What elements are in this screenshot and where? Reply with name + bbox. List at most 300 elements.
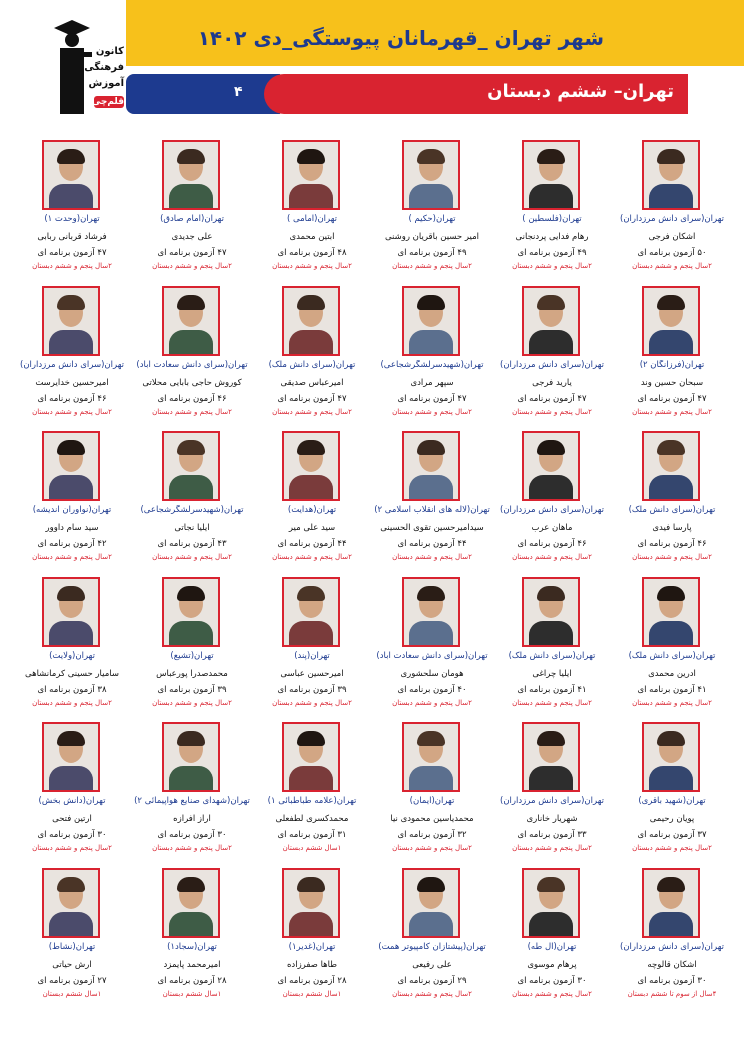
kanoon-logo — [52, 18, 124, 118]
student-photo-hair — [657, 586, 685, 601]
student-name: امیر حسین باقریان روشنی — [384, 232, 480, 242]
student-photo-body — [409, 330, 453, 356]
student-card — [492, 710, 612, 855]
student-years: ۲سال پنجم و ششم دبستان — [632, 553, 712, 561]
student-photo-hair — [417, 149, 445, 164]
student-card — [492, 419, 612, 564]
student-years: ۲سال پنجم و ششم دبستان — [272, 553, 352, 561]
student-photo-body — [289, 766, 333, 792]
student-photo-hair — [177, 149, 205, 164]
student-photo-hair — [297, 295, 325, 310]
student-years: ۱سال ششم دبستان — [282, 989, 342, 998]
student-exam-count: ۴۷ آزمون برنامه ای — [37, 248, 107, 258]
student-photo-body — [649, 766, 693, 792]
student-exam-count: ۴۷ آزمون برنامه ای — [517, 393, 587, 404]
student-card — [372, 128, 492, 273]
student-years: ۲سال پنجم و ششم دبستان — [392, 553, 472, 561]
student-school: تهران(شهید باقری) — [638, 796, 706, 806]
student-exam-count: ۴۹ آزمون برنامه ای — [517, 248, 587, 258]
student-exam-count: ۳۹ آزمون برنامه ای — [277, 684, 347, 695]
student-school: تهران(شهدای صنایع هواپیمائی ۲) — [134, 796, 250, 806]
student-card — [252, 419, 372, 564]
student-school: تهران(سرای دانش مرزداران) — [620, 214, 724, 224]
student-card — [612, 565, 732, 710]
student-school: تهران(سرای دانش ملک) — [628, 505, 716, 515]
student-years: ۲سال پنجم و ششم دبستان — [512, 698, 592, 707]
student-name: محمدیاسین محمودی نیا — [390, 814, 474, 824]
student-card — [12, 710, 132, 855]
student-exam-count: ۴۶ آزمون برنامه ای — [517, 539, 587, 549]
student-exam-count: ۳۸ آزمون برنامه ای — [37, 684, 107, 695]
student-years: ۲سال پنجم و ششم دبستان — [392, 698, 472, 707]
student-school: تهران(امامی ) — [286, 214, 338, 224]
student-exam-count: ۴۴ آزمون برنامه ای — [397, 539, 467, 549]
student-photo-hair — [177, 440, 205, 455]
student-name: ماهان عرب — [531, 523, 573, 533]
student-photo — [162, 868, 220, 938]
student-school: تهران(فرزانگان ۲) — [639, 359, 705, 370]
student-card — [372, 419, 492, 564]
student-card — [132, 419, 252, 564]
student-exam-count: ۳۹ آزمون برنامه ای — [157, 684, 227, 695]
student-photo-body — [529, 330, 573, 356]
student-photo-body — [649, 184, 693, 210]
student-school: تهران(پیشتازان کامپیوتر همت) — [378, 941, 486, 952]
student-card — [132, 274, 252, 419]
student-years: ۲سال پنجم و ششم دبستان — [152, 262, 232, 270]
student-photo-body — [529, 475, 573, 501]
student-photo-hair — [537, 149, 565, 164]
student-exam-count: ۴۲ آزمون برنامه ای — [37, 539, 107, 549]
subtitle-ribbon — [264, 74, 688, 114]
student-photo-hair — [657, 731, 685, 746]
student-card — [612, 710, 732, 855]
student-years: ۲سال پنجم و ششم دبستان — [32, 407, 112, 416]
student-photo-body — [649, 330, 693, 356]
student-photo-body — [649, 475, 693, 501]
student-school: تهران(سرای دانش مرزداران) — [20, 359, 124, 370]
student-school: تهران(سرای دانش ملک) — [628, 650, 716, 661]
student-photo — [642, 577, 700, 647]
subtitle-bar — [126, 74, 688, 114]
page-header — [0, 0, 744, 122]
student-photo-body — [49, 475, 93, 501]
student-name: پرهام موسوی — [527, 959, 577, 970]
student-years: ۱سال ششم دبستان — [42, 989, 102, 998]
student-name: آرش حیاتی — [52, 959, 92, 970]
student-years: ۲سال پنجم و ششم دبستان — [512, 553, 592, 561]
student-name: سیدامیرحسین تقوی الحسینی — [380, 523, 484, 533]
student-exam-count: ۳۰ آزمون برنامه ای — [517, 975, 587, 986]
student-school: تهران(امام صادق) — [160, 214, 224, 224]
student-name: محمدصدرا پورعباس — [156, 668, 228, 679]
student-photo — [522, 140, 580, 210]
student-photo — [522, 286, 580, 356]
student-photo-hair — [57, 149, 85, 164]
student-years: ۲سال پنجم و ششم دبستان — [152, 407, 232, 416]
student-photo — [282, 431, 340, 501]
student-photo — [642, 431, 700, 501]
student-photo-body — [49, 184, 93, 210]
student-years: ۲سال پنجم و ششم دبستان — [152, 698, 232, 707]
student-name: سپهر مرادی — [410, 377, 454, 388]
student-photo-body — [649, 912, 693, 938]
student-years: ۲سال پنجم و ششم دبستان — [392, 262, 472, 270]
student-name: آراز افرازه — [173, 814, 211, 824]
student-years: ۲سال پنجم و ششم دبستان — [272, 262, 352, 270]
student-school: تهران(سرای دانش ملک) — [508, 650, 596, 661]
student-years: ۲سال پنجم و ششم دبستان — [512, 262, 592, 270]
student-school: تهران(پند) — [294, 650, 330, 661]
student-card — [12, 856, 132, 1001]
student-photo-body — [529, 621, 573, 647]
page-number-box — [126, 74, 280, 114]
student-photo-hair — [297, 877, 325, 892]
student-exam-count: ۳۰ آزمون برنامه ای — [637, 975, 707, 986]
student-photo — [162, 577, 220, 647]
student-name: سبحان حسین وند — [640, 377, 704, 388]
student-photo — [42, 722, 100, 792]
student-photo — [402, 722, 460, 792]
student-name: امیرعباس صدیقی — [280, 377, 344, 388]
student-name: ایلیا نجاتی — [174, 523, 210, 533]
student-school: تهران(سرای دانش مرزداران) — [500, 796, 604, 806]
student-photo-hair — [177, 586, 205, 601]
student-exam-count: ۵۰ آزمون برنامه ای — [637, 248, 707, 258]
student-exam-count: ۳۷ آزمون برنامه ای — [637, 830, 707, 840]
student-years: ۲سال پنجم و ششم دبستان — [32, 553, 112, 561]
student-school: تهران(آل طه) — [527, 941, 577, 952]
student-years: ۱سال ششم دبستان — [162, 989, 222, 998]
student-photo — [642, 868, 700, 938]
student-photo-body — [289, 621, 333, 647]
student-exam-count: ۴۶ آزمون برنامه ای — [157, 393, 227, 404]
student-exam-count: ۴۹ آزمون برنامه ای — [397, 248, 467, 258]
student-photo — [282, 286, 340, 356]
student-card — [372, 565, 492, 710]
student-card — [132, 856, 252, 1001]
student-photo-hair — [657, 877, 685, 892]
student-photo — [522, 722, 580, 792]
student-photo-hair — [177, 295, 205, 310]
student-photo-body — [529, 766, 573, 792]
student-years: ۲سال پنجم و ششم دبستان — [392, 844, 472, 852]
student-name: امیرحسین عباسی — [280, 668, 344, 679]
student-school: تهران(سرای دانش ملک) — [268, 359, 356, 370]
student-photo-body — [169, 184, 213, 210]
student-photo — [282, 868, 340, 938]
student-school: تهران(شهیدسرلشگرشجاعی) — [140, 505, 244, 515]
student-photo-hair — [657, 295, 685, 310]
student-card — [372, 710, 492, 855]
student-photo-body — [289, 912, 333, 938]
student-photo-hair — [417, 440, 445, 455]
student-exam-count: ۲۸ آزمون برنامه ای — [157, 975, 227, 986]
student-photo-body — [289, 330, 333, 356]
student-exam-count: ۴۷ آزمون برنامه ای — [637, 393, 707, 404]
student-years: ۲سال پنجم و ششم دبستان — [632, 844, 712, 852]
student-card — [12, 128, 132, 273]
student-photo-body — [49, 621, 93, 647]
student-photo-body — [649, 621, 693, 647]
student-exam-count: ۴۱ آزمون برنامه ای — [637, 684, 707, 695]
logo-line-2: فرهنگی — [84, 62, 124, 73]
student-years: ۲سال پنجم و ششم دبستان — [272, 698, 352, 707]
student-photo-body — [49, 766, 93, 792]
student-school: تهران(نوآوران اندیشه) — [32, 505, 112, 515]
student-card — [492, 274, 612, 419]
student-years: ۲سال پنجم و ششم دبستان — [152, 844, 232, 852]
student-exam-count: ۳۱ آزمون برنامه ای — [277, 830, 347, 840]
student-school: تهران(سرای دانش سعادت آباد) — [136, 359, 248, 370]
student-photo — [162, 140, 220, 210]
student-photo-hair — [177, 877, 205, 892]
student-card — [252, 274, 372, 419]
student-exam-count: ۳۲ آزمون برنامه ای — [397, 830, 467, 840]
student-photo-body — [409, 475, 453, 501]
student-exam-count: ۴۶ آزمون برنامه ای — [37, 393, 107, 404]
student-name: ایلیا چراغی — [532, 668, 572, 679]
student-photo-hair — [297, 440, 325, 455]
student-years: ۲سال پنجم و ششم دبستان — [512, 844, 592, 852]
student-card — [252, 856, 372, 1001]
student-exam-count: ۲۹ آزمون برنامه ای — [397, 975, 467, 986]
student-years: ۲سال پنجم و ششم دبستان — [632, 262, 712, 270]
student-school: تهران(تشیع) — [170, 650, 214, 661]
student-exam-count: ۴۰ آزمون برنامه ای — [397, 684, 467, 695]
student-photo — [162, 431, 220, 501]
student-exam-count: ۴۶ آزمون برنامه ای — [637, 539, 707, 549]
student-name: طاها صفرزاده — [286, 959, 338, 970]
student-name: اشکان فرجی — [648, 232, 696, 242]
student-school: تهران(سرای دانش سعادت آباد) — [376, 650, 488, 661]
student-school: تهران(سرای دانش مرزداران) — [620, 941, 724, 952]
student-photo-hair — [657, 149, 685, 164]
student-card — [492, 565, 612, 710]
student-photo-body — [409, 912, 453, 938]
student-name: سید سام داوور — [45, 523, 99, 533]
header-banner — [126, 0, 744, 66]
student-school: تهران(فلسطین ) — [522, 214, 582, 224]
student-photo — [282, 140, 340, 210]
student-card — [372, 856, 492, 1001]
student-photo — [162, 286, 220, 356]
student-school: تهران(نشاط) — [48, 941, 96, 952]
logo-line-4: قلم‌چی — [91, 97, 124, 107]
student-photo-body — [169, 912, 213, 938]
student-school: تهران(ولایت) — [49, 650, 95, 661]
student-card — [132, 710, 252, 855]
student-photo-body — [289, 475, 333, 501]
student-exam-count: ۴۷ آزمون برنامه ای — [277, 393, 347, 404]
student-name: علی جدیدی — [171, 232, 213, 242]
student-grid — [12, 128, 732, 1048]
student-years: ۱سال ششم دبستان — [282, 844, 342, 852]
student-card — [492, 856, 612, 1001]
student-card — [132, 565, 252, 710]
student-photo-hair — [657, 440, 685, 455]
student-card — [612, 274, 732, 419]
page-subtitle: تهران– ششم دبستان — [487, 81, 674, 102]
student-school: تهران(غدیر۱) — [288, 941, 336, 952]
student-name: هومان سلحشوری — [400, 668, 464, 679]
student-photo-body — [169, 330, 213, 356]
student-exam-count: ۳۳ آزمون برنامه ای — [517, 830, 587, 840]
student-photo-body — [409, 621, 453, 647]
student-name: کوروش حاجی بابایی محلاتی — [142, 377, 242, 388]
student-school: تهران(سرای دانش مرزداران) — [500, 505, 604, 515]
student-school: تهران(علامه طباطبائی ۱) — [267, 796, 357, 806]
student-photo-body — [409, 766, 453, 792]
student-card — [12, 274, 132, 419]
student-name: سید علی میر — [288, 523, 336, 533]
student-name: آرتین فتحی — [52, 814, 92, 824]
student-photo — [42, 431, 100, 501]
student-photo-hair — [417, 731, 445, 746]
student-card — [252, 710, 372, 855]
student-exam-count: ۴۷ آزمون برنامه ای — [397, 393, 467, 404]
student-exam-count: ۴۷ آزمون برنامه ای — [157, 248, 227, 258]
student-years: ۲سال پنجم و ششم دبستان — [392, 989, 472, 998]
student-exam-count: ۴۳ آزمون برنامه ای — [157, 539, 227, 549]
logo-line-1: کانون — [95, 46, 124, 57]
student-years: ۲سال پنجم و ششم دبستان — [152, 553, 232, 561]
student-years: ۲سال پنجم و ششم دبستان — [632, 698, 712, 707]
student-years: ۲سال پنجم و ششم دبستان — [512, 989, 592, 998]
student-photo — [522, 577, 580, 647]
student-school: تهران(ایمان) — [409, 796, 455, 806]
student-photo — [42, 868, 100, 938]
student-name: محمدکسری لطفعلی — [275, 814, 349, 824]
student-school: تهران(سجاد۱) — [167, 941, 217, 952]
student-name: فرشاد قربانی ربابی — [37, 232, 107, 242]
student-exam-count: ۳۰ آزمون برنامه ای — [157, 830, 227, 840]
student-name: امیرحسین خدایرست — [35, 377, 109, 388]
student-photo-hair — [57, 877, 85, 892]
student-photo-hair — [57, 731, 85, 746]
student-photo-body — [49, 912, 93, 938]
student-years: ۲سال پنجم و ششم دبستان — [512, 407, 592, 416]
student-card — [372, 274, 492, 419]
student-years: ۲سال پنجم و ششم دبستان — [272, 407, 352, 416]
student-card — [612, 856, 732, 1001]
student-exam-count: ۴۸ آزمون برنامه ای — [277, 248, 347, 258]
student-years: ۲سال پنجم و ششم دبستان — [32, 262, 112, 270]
student-years: ۴سال از سوم تا ششم دبستان — [627, 989, 717, 998]
student-photo — [642, 722, 700, 792]
student-photo — [42, 286, 100, 356]
student-card — [252, 565, 372, 710]
student-exam-count: ۲۷ آزمون برنامه ای — [37, 975, 107, 986]
student-photo — [642, 140, 700, 210]
student-photo — [522, 868, 580, 938]
student-photo — [42, 577, 100, 647]
student-photo-hair — [537, 731, 565, 746]
student-name: امیرمحمد پایمزد — [163, 959, 221, 970]
student-photo-body — [529, 912, 573, 938]
student-photo-hair — [417, 295, 445, 310]
student-photo — [282, 577, 340, 647]
student-photo-body — [169, 766, 213, 792]
student-name: آبتین محمدی — [289, 232, 335, 242]
student-card — [12, 419, 132, 564]
student-exam-count: ۴۴ آزمون برنامه ای — [277, 539, 347, 549]
student-name: شهریار خاناری — [526, 814, 578, 824]
student-name: رهام فدایی پردنجانی — [515, 232, 589, 242]
student-name: اشکان قالوچه — [647, 959, 697, 970]
logo-line-3: آموزش — [88, 78, 124, 89]
student-school: تهران(حکیم ) — [408, 214, 456, 224]
student-years: ۲سال پنجم و ششم دبستان — [632, 407, 712, 416]
student-photo — [282, 722, 340, 792]
student-card — [132, 128, 252, 273]
student-name: پارسا فیدی — [652, 523, 692, 533]
student-years: ۲سال پنجم و ششم دبستان — [32, 844, 112, 852]
student-photo — [402, 868, 460, 938]
student-photo-hair — [537, 440, 565, 455]
student-photo-hair — [417, 586, 445, 601]
student-exam-count: ۳۰ آزمون برنامه ای — [37, 830, 107, 840]
student-photo-hair — [537, 586, 565, 601]
student-school: تهران(شهیدسرلشگرشجاعی) — [380, 359, 484, 370]
student-photo-hair — [537, 295, 565, 310]
student-photo — [402, 577, 460, 647]
student-photo-body — [169, 621, 213, 647]
student-school: تهران(سرای دانش مرزداران) — [500, 359, 604, 370]
student-photo — [402, 286, 460, 356]
student-name: علی رفیعی — [412, 959, 452, 970]
student-exam-count: ۲۸ آزمون برنامه ای — [277, 975, 347, 986]
student-school: تهران(دانش بخش) — [38, 796, 106, 806]
student-school: تهران(وحدت ۱) — [44, 214, 100, 224]
student-card — [12, 565, 132, 710]
student-card — [492, 128, 612, 273]
student-photo-hair — [537, 877, 565, 892]
student-years: ۲سال پنجم و ششم دبستان — [32, 698, 112, 707]
student-card — [252, 128, 372, 273]
student-photo-hair — [57, 440, 85, 455]
student-photo — [402, 140, 460, 210]
student-photo-hair — [57, 295, 85, 310]
student-photo — [402, 431, 460, 501]
student-name: پویان رحیمی — [649, 814, 695, 824]
page-number: ۴ — [234, 84, 243, 100]
student-photo-hair — [177, 731, 205, 746]
student-name: آدرین محمدی — [648, 668, 696, 679]
student-photo-hair — [57, 586, 85, 601]
student-photo-body — [49, 330, 93, 356]
student-photo-body — [409, 184, 453, 210]
student-photo-body — [529, 184, 573, 210]
student-name: یارید فرجی — [532, 377, 572, 388]
student-card — [612, 128, 732, 273]
student-school: تهران(لاله های انقلاب اسلامی ۲) — [374, 505, 490, 515]
student-photo-hair — [297, 586, 325, 601]
student-photo — [162, 722, 220, 792]
student-card — [612, 419, 732, 564]
student-photo-body — [289, 184, 333, 210]
student-exam-count: ۴۱ آزمون برنامه ای — [517, 684, 587, 695]
student-photo-hair — [297, 149, 325, 164]
student-name: سامیار حسینی کرمانشاهی — [25, 668, 119, 679]
student-photo — [642, 286, 700, 356]
student-photo-body — [169, 475, 213, 501]
student-photo — [522, 431, 580, 501]
student-photo — [42, 140, 100, 210]
student-photo-hair — [417, 877, 445, 892]
page-title: شهر تهران _قهرمانان پیوستگی_دی ۱۴۰۲ — [197, 26, 604, 50]
student-years: ۲سال پنجم و ششم دبستان — [392, 407, 472, 416]
